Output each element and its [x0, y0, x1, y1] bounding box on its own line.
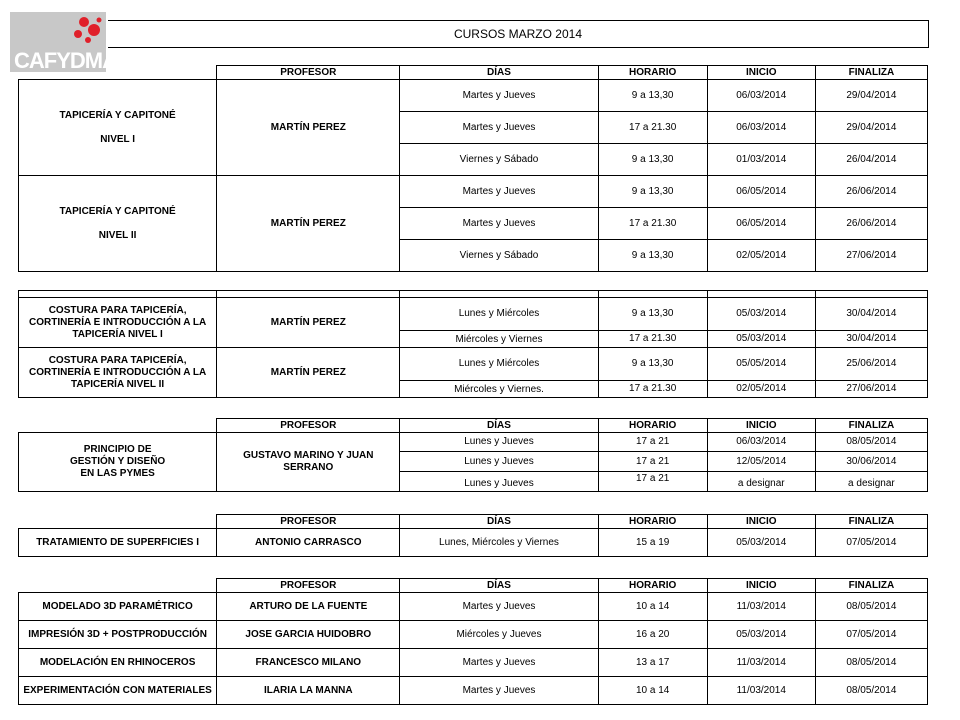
course-cell: TRATAMIENTO DE SUPERFICIES I: [19, 529, 217, 557]
start-date-cell: 11/03/2014: [707, 593, 815, 621]
table-row: [19, 80, 928, 112]
header-horario: HORARIO: [598, 66, 707, 80]
course-name-line: EN LAS PYMES: [80, 468, 155, 479]
schedule-table-costura: [18, 290, 928, 398]
start-date-cell: 06/05/2014: [707, 208, 815, 240]
days-cell: Martes y Jueves: [400, 208, 598, 240]
table-header-row: [19, 579, 928, 593]
end-date-cell: 26/06/2014: [815, 208, 927, 240]
header-finaliza: FINALIZA: [815, 579, 927, 593]
table-row: [19, 593, 928, 621]
header-inicio: INICIO: [707, 419, 815, 433]
start-date-cell: 05/05/2014: [707, 348, 815, 381]
table-header-row: [19, 419, 928, 433]
teacher-cell: GUSTAVO MARINO Y JUAN SERRANO: [217, 433, 400, 492]
end-date-cell: 25/06/2014: [815, 348, 927, 381]
start-date-cell: 06/05/2014: [707, 176, 815, 208]
course-cell: [19, 433, 217, 492]
teacher-cell: FRANCESCO MILANO: [217, 649, 400, 677]
schedule-table-superficies: [18, 514, 928, 557]
teacher-cell: ANTONIO CARRASCO: [217, 529, 400, 557]
end-date-cell: 29/04/2014: [815, 80, 927, 112]
start-date-cell: 05/03/2014: [707, 331, 815, 348]
days-cell: Martes y Jueves: [400, 593, 598, 621]
time-cell: 9 a 13,30: [598, 176, 707, 208]
end-date-cell: a designar: [815, 472, 927, 492]
start-date-cell: 02/05/2014: [707, 240, 815, 272]
course-cell: MODELADO 3D PARAMÉTRICO: [19, 593, 217, 621]
header-profesor: PROFESOR: [217, 515, 400, 529]
course-name-line: GESTIÓN Y DISEÑO: [69, 456, 166, 467]
start-date-cell: 06/03/2014: [707, 112, 815, 144]
header-horario: HORARIO: [598, 579, 707, 593]
course-cell: COSTURA PARA TAPICERÍA, CORTINERÍA E INTRODUCCIÓN A LA TAPICERÍA NIVEL I: [19, 298, 217, 348]
end-date-cell: 27/06/2014: [815, 381, 927, 398]
time-cell: 17 a 21: [598, 472, 707, 492]
start-date-cell: 02/05/2014: [707, 381, 815, 398]
days-cell: Lunes, Miércoles y Viernes: [400, 529, 598, 557]
page-title: CURSOS MARZO 2014: [108, 20, 929, 48]
start-date-cell: 06/03/2014: [707, 80, 815, 112]
start-date-cell: 06/03/2014: [707, 433, 815, 452]
time-cell: 17 a 21.30: [598, 381, 707, 398]
time-cell: 10 a 14: [598, 677, 707, 705]
header-inicio: INICIO: [707, 66, 815, 80]
table-header-row: [19, 515, 928, 529]
start-date-cell: 05/03/2014: [707, 298, 815, 331]
time-cell: 9 a 13,30: [598, 144, 707, 176]
course-cell: [19, 80, 217, 176]
header-dias: DÍAS: [400, 515, 598, 529]
logo-dots-icon: [64, 14, 104, 44]
days-cell: Lunes y Jueves: [400, 472, 598, 492]
time-cell: 9 a 13,30: [598, 298, 707, 331]
days-cell: Martes y Jueves: [400, 80, 598, 112]
time-cell: 17 a 21.30: [598, 331, 707, 348]
cafydma-logo: [10, 12, 117, 73]
end-date-cell: 30/06/2014: [815, 452, 927, 472]
header-profesor: PROFESOR: [217, 419, 400, 433]
header-finaliza: FINALIZA: [815, 515, 927, 529]
days-cell: Miércoles y Jueves: [400, 621, 598, 649]
days-cell: Lunes y Miércoles: [400, 348, 598, 381]
schedule-table-3d: [18, 578, 928, 705]
schedule-table-tapiceria: [18, 65, 928, 272]
header-inicio: INICIO: [707, 579, 815, 593]
table-header-row: [19, 66, 928, 80]
teacher-cell: JOSE GARCIA HUIDOBRO: [217, 621, 400, 649]
header-dias: DÍAS: [400, 419, 598, 433]
start-date-cell: 01/03/2014: [707, 144, 815, 176]
teacher-cell: ARTURO DE LA FUENTE: [217, 593, 400, 621]
days-cell: Martes y Jueves: [400, 649, 598, 677]
course-cell: EXPERIMENTACIÓN CON MATERIALES: [19, 677, 217, 705]
header-horario: HORARIO: [598, 515, 707, 529]
logo-text: CAFYDMA: [14, 48, 117, 73]
course-cell: MODELACIÓN EN RHINOCEROS: [19, 649, 217, 677]
days-cell: Martes y Jueves: [400, 176, 598, 208]
table-row: [19, 348, 928, 381]
end-date-cell: 08/05/2014: [815, 649, 927, 677]
course-level: NIVEL I: [100, 133, 136, 145]
header-dias: DÍAS: [400, 66, 598, 80]
course-name-line: PRINCIPIO DE: [83, 444, 152, 455]
days-cell: Miércoles y Viernes: [400, 331, 598, 348]
teacher-cell: ILARIA LA MANNA: [217, 677, 400, 705]
end-date-cell: 26/06/2014: [815, 176, 927, 208]
schedule-table-gestion: [18, 418, 928, 492]
end-date-cell: 08/05/2014: [815, 677, 927, 705]
end-date-cell: 07/05/2014: [815, 529, 927, 557]
days-cell: Lunes y Jueves: [400, 452, 598, 472]
course-cell: [19, 176, 217, 272]
days-cell: Martes y Jueves: [400, 112, 598, 144]
days-cell: Lunes y Miércoles: [400, 298, 598, 331]
table-row: [19, 176, 928, 208]
header-profesor: PROFESOR: [217, 66, 400, 80]
teacher-cell: MARTÍN PEREZ: [217, 348, 400, 398]
table-row: [19, 433, 928, 452]
days-cell: Lunes y Jueves: [400, 433, 598, 452]
time-cell: 17 a 21: [598, 433, 707, 452]
days-cell: Viernes y Sábado: [400, 240, 598, 272]
course-cell: IMPRESIÓN 3D + POSTPRODUCCIÓN: [19, 621, 217, 649]
end-date-cell: 30/04/2014: [815, 331, 927, 348]
start-date-cell: 11/03/2014: [707, 677, 815, 705]
start-date-cell: a designar: [707, 472, 815, 492]
teacher-cell: MARTÍN PEREZ: [217, 298, 400, 348]
time-cell: 17 a 21: [598, 452, 707, 472]
end-date-cell: 07/05/2014: [815, 621, 927, 649]
end-date-cell: 29/04/2014: [815, 112, 927, 144]
time-cell: 10 a 14: [598, 593, 707, 621]
table-row: [19, 649, 928, 677]
time-cell: 9 a 13,30: [598, 80, 707, 112]
header-finaliza: FINALIZA: [815, 66, 927, 80]
start-date-cell: 05/03/2014: [707, 621, 815, 649]
header-dias: DÍAS: [400, 579, 598, 593]
start-date-cell: 11/03/2014: [707, 649, 815, 677]
table-row: [19, 298, 928, 331]
days-cell: Viernes y Sábado: [400, 144, 598, 176]
days-cell: Martes y Jueves: [400, 677, 598, 705]
table-spacer-row: [19, 291, 928, 298]
teacher-cell: MARTÍN PEREZ: [217, 80, 400, 176]
time-cell: 9 a 13,30: [598, 240, 707, 272]
table-row: [19, 621, 928, 649]
course-name: TAPICERÍA Y CAPITONÉ: [59, 205, 176, 217]
time-cell: 17 a 21.30: [598, 208, 707, 240]
header-finaliza: FINALIZA: [815, 419, 927, 433]
time-cell: 16 a 20: [598, 621, 707, 649]
end-date-cell: 27/06/2014: [815, 240, 927, 272]
header-horario: HORARIO: [598, 419, 707, 433]
table-row: [19, 529, 928, 557]
course-name: TAPICERÍA Y CAPITONÉ: [59, 109, 176, 121]
end-date-cell: 30/04/2014: [815, 298, 927, 331]
end-date-cell: 08/05/2014: [815, 593, 927, 621]
end-date-cell: 26/04/2014: [815, 144, 927, 176]
table-row: [19, 677, 928, 705]
header-profesor: PROFESOR: [217, 579, 400, 593]
days-cell: Miércoles y Viernes.: [400, 381, 598, 398]
time-cell: 15 a 19: [598, 529, 707, 557]
start-date-cell: 05/03/2014: [707, 529, 815, 557]
header-inicio: INICIO: [707, 515, 815, 529]
course-level: NIVEL II: [98, 229, 137, 241]
time-cell: 13 a 17: [598, 649, 707, 677]
time-cell: 9 a 13,30: [598, 348, 707, 381]
teacher-cell: MARTÍN PEREZ: [217, 176, 400, 272]
time-cell: 17 a 21.30: [598, 112, 707, 144]
course-cell: COSTURA PARA TAPICERÍA, CORTINERÍA E INTRODUCCIÓN A LA TAPICERÍA NIVEL II: [19, 348, 217, 398]
end-date-cell: 08/05/2014: [815, 433, 927, 452]
start-date-cell: 12/05/2014: [707, 452, 815, 472]
